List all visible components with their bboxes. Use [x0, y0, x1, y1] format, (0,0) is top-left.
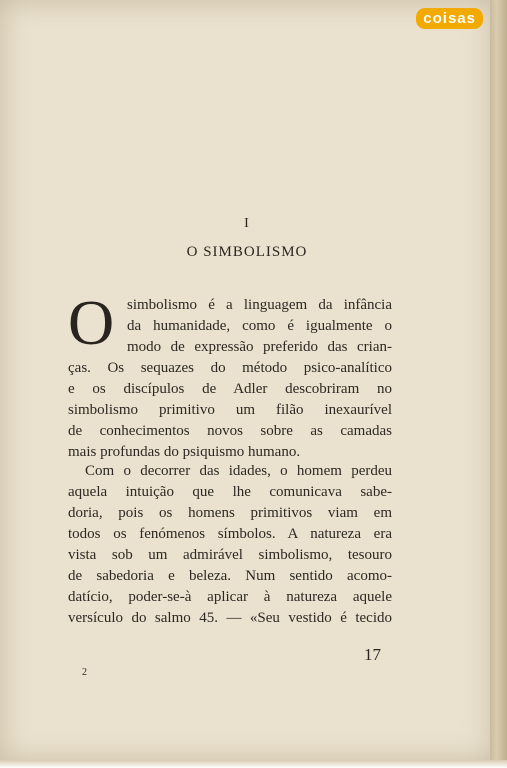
page-number: 17: [364, 645, 381, 664]
text-line: aquela intuição que lhe comunicava sabe-: [68, 484, 392, 500]
paragraph-1: [68, 295, 392, 463]
book-edge: [490, 0, 507, 768]
paragraph-2: [68, 461, 392, 629]
text-line: ças. Os sequazes do método psico-analítico: [68, 360, 392, 376]
drop-cap: O: [68, 287, 115, 358]
text-line: da humanidade, como é igualmente o: [127, 318, 392, 334]
watermark-logo: coisas: [416, 8, 483, 29]
text-line: datício, poder-se-à aplicar à natureza aquele: [68, 589, 392, 605]
text-line: simbolismo é a linguagem da infância: [127, 297, 392, 313]
text-line: Com o decorrer das idades, o homem perdeu: [85, 463, 392, 479]
text-line: vista sob um admirável simbolismo, tesouro: [68, 547, 392, 563]
text-line: e os discípulos de Adler descobriram no: [68, 381, 392, 397]
signature-mark: 2: [82, 667, 87, 678]
text-line: mais profundas do psiquismo humano.: [68, 444, 301, 460]
text-line: todos os fenómenos símbolos. A natureza era: [68, 526, 392, 542]
text-line: de sabedoria e beleza. Num sentido acomo-: [68, 568, 392, 584]
chapter-title: O SIMBOLISMO: [186, 244, 308, 260]
text-line: modo de expressão preferido das crian-: [127, 339, 392, 355]
text-line: simbolismo primitivo um filão inexaurível: [68, 402, 392, 418]
page-bottom-edge: [0, 760, 507, 768]
text-line: de conhecimentos novos sobre as camadas: [68, 423, 392, 439]
text-line: doria, pois os homens primitivos viam em: [68, 505, 392, 521]
text-line: versículo do salmo 45. — «Seu vestido é tecido: [68, 610, 392, 626]
chapter-number: I: [244, 216, 250, 231]
